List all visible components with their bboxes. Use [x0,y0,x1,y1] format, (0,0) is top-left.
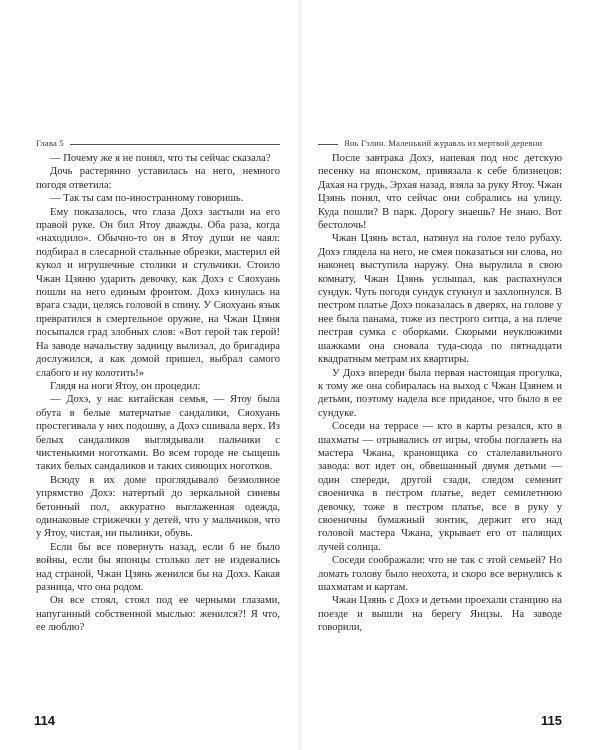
paragraph: У Дохэ впереди была первая настоящая прогулка, к тому же она собиралась на выход с Чжан Цзянем и детьми, поэтому надела все приданое, что было в ее сундуке. [318,367,562,419]
book-gutter [297,0,303,750]
header-rule [70,144,280,145]
paragraph: Он все стоял, стоял под ее черными глазами, напуганный собственной мыслью: женился?! Я что, ее люблю? [36,595,280,634]
paragraph: — Так ты сам по-иностранному говоришь. [50,193,244,205]
paragraph: Дочь растерянно уставилась на него, немного погодя ответила: [36,166,280,191]
left-page-body [36,152,280,635]
paragraph: Чжан Цзянь с Дохэ и детьми проехали станцию на поезде и вышли на берегу Янцзы. На заводе говорили, [318,595,562,634]
paragraph: После завтрака Дохэ, напевая под нос детскую песенку на японском, привязала к себе близнецов: Дахая на грудь, Эрхая назад, взяла за руку Ятоу. Чжан Цзянь понял, что сейчас они собрались на улицу. Куда пошли? В парк. Дорогу знаешь? Не знаю. Вот бестолочь! [318,153,562,232]
header-rule [318,144,338,145]
page-number: 115 [541,713,562,728]
right-running-header [318,136,562,148]
paragraph: — Почему же я не понял, что ты сейчас сказала? [50,153,271,164]
paragraph: Если бы все повернуть назад, если б не было войны, если бы японцы столько лет не издевались над страной, Чжан Цзянь женился бы на Дохэ. Какая разница, что она родом. [36,541,280,593]
page-number: 114 [34,713,55,728]
paragraph: Ему показалось, что глаза Дохэ застыли на его правой руке. Он бил Ятоу дважды. Оба раза, когда «находило». Обычно-то он в Ятоу души не чаял: подбирал в слесарной стальные обрезки, мастерил ей кукол и игрушечные столики и стульчики. Стоило Чжан Цзяню ударить девочку, как Дохэ с Сяохуань пошли на него единым фронтом. Дохэ кинулась на врага сзади, целясь головой в спину. У Сяохуань язык превратился в смертельное оружие, на Чжан Цзяня посыпался град злобных слов: «Вот герой так герой! На заводе начальству задницу вылизал, до бригадира дослужился, а как домой пришел, выбрал самого слабого и ну колотить!» [36,206,280,379]
paragraph: Соседи на террасе — кто в карты резался, кто в шахматы — отрывались от игры, чтобы поглазеть на мастера Чжана, крановщика со сталелавильного завода: вот идет он, обвешанный двумя детьми — один спереди, другой сзади, следом семенит своеничка в пестром платье, ведет семилетнюю девочку, тоже в пестром платье, все в руку у своеничны бумажный зонтик, держит его над головой мастера Чжана, укрывает его от палящих лучей солнца. [318,421,562,553]
book-title-header: Янь Гэлин. Маленький журавль из мертвой деревни [344,138,543,148]
left-page [34,136,280,728]
paragraph: — Дохэ, у нас китайская семья, — Ятоу была обута в белые матерчатые сандалики, Сяохуань простегивала у них подошву, а Дохэ сшивала верх. Из белых сандаликов выглядывали пальчики с чистенькими ноготками. Во всем городе не сыщешь таких белых сандаликов и таких сияющих ноготков. [36,394,280,473]
right-page-body [318,152,562,635]
paragraph: Чжан Цзянь встал, натянул на голое тело рубаху. Дохэ глядела на него, не смея показаться ни слова, но наконец выступила наружу. Она вырулила в свою комнату, Чжан Цзянь услышал, как распахнулся сундук. Чуть погодя сундук стукнул и захлопнулся. В пестром платье Дохэ показалась в дверях, на голове у нее была панама, тоже из пестрого ситца, а на плече пестрая сумка с оборками. Скорыми неуклюжими шажками она сновала туда-сюда по пятнадцати квадратным метрам их квартиры. [318,233,562,366]
right-page [318,136,562,728]
paragraph: Всюду в их доме проглядывало безмолвное упрямство Дохэ: натертый до зеркальной синевы бетонный пол, аккуратно выглаженная одежда, одинаковые стрижечки у детей, что у мальчиков, что у Ятоу, чистая, ни пылинки, обувь. [36,474,280,540]
chapter-header: Глава 5 [36,138,64,148]
paragraph: Глядя на ноги Ятоу, он процедил: [50,380,201,392]
left-running-header [36,136,280,148]
paragraph: Соседи соображали: что не так с этой семьей? Но ломать голову было неохота, и скоро все вернулись к шахматам и картам. [318,555,562,593]
